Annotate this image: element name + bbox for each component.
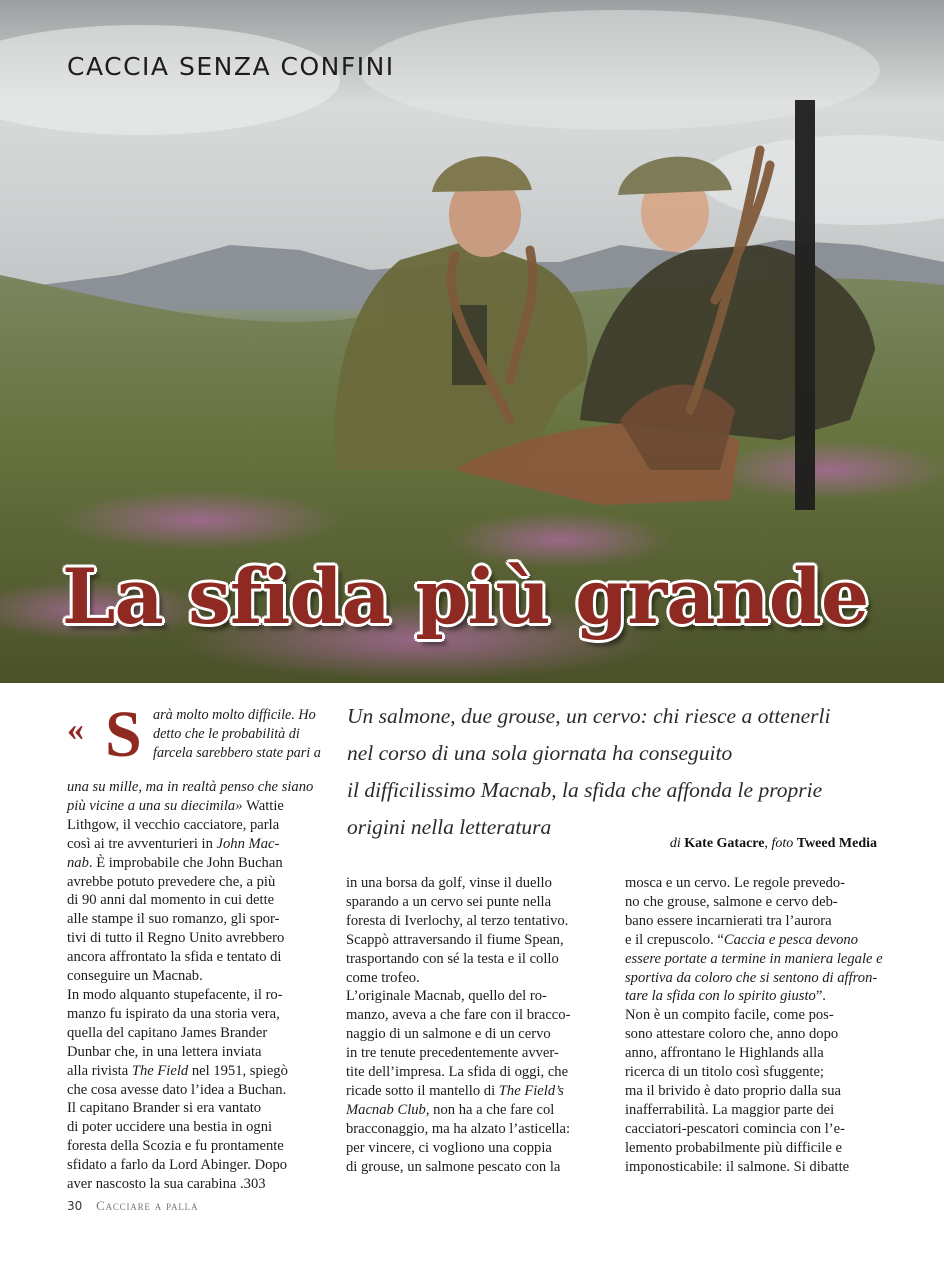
text-line <box>346 1158 608 1177</box>
text-line <box>67 778 329 797</box>
text-line <box>625 874 887 893</box>
line-text: conseguire un Macnab. <box>67 968 203 985</box>
text-line <box>67 1043 329 1062</box>
column-3-lines <box>625 874 887 1177</box>
line-text: per vincere, ci vogliono una coppia <box>346 1139 552 1156</box>
text-line <box>346 874 608 893</box>
text-line <box>625 969 887 988</box>
text-line <box>346 1025 608 1044</box>
quote-lines <box>153 706 329 763</box>
byline: di Kate Gatacre, foto Tweed Media <box>669 836 877 851</box>
line-text: così ai tre avventurieri in <box>67 835 217 852</box>
drop-cap: S <box>105 698 142 771</box>
line-text: sportiva da coloro che si sentono di affron- <box>625 969 878 986</box>
text-line <box>625 1120 887 1139</box>
text-line <box>625 1044 887 1063</box>
line-text: avrebbe potuto prevedere che, a più <box>67 873 276 890</box>
line-text: ricade sotto il mantello di <box>346 1082 499 1099</box>
text-line <box>67 816 329 835</box>
text-line <box>625 1082 887 1101</box>
text-line <box>625 1158 887 1177</box>
text-line <box>625 931 887 950</box>
line-text: L’originale Macnab, quello del ro- <box>346 988 547 1005</box>
text-line <box>346 1044 608 1063</box>
standfirst-line: nel corso di una sola giornata ha conseguito <box>347 741 733 765</box>
text-line <box>67 1118 329 1137</box>
line-text: no che grouse, salmone e cervo deb- <box>625 893 838 910</box>
line-text: in tre tenute precedentemente avver- <box>346 1045 559 1062</box>
line-text: in una borsa da golf, vinse il duello <box>346 875 552 891</box>
line-text: ma il brivido è dato proprio dalla sua <box>625 1082 842 1099</box>
text-line <box>625 987 887 1006</box>
text-line <box>67 929 329 948</box>
opening-quote <box>67 698 329 778</box>
byline-label: di <box>669 836 681 851</box>
text-line <box>625 893 887 912</box>
quote-line: detto che le probabilità di <box>153 726 300 742</box>
line-trailing-text: . È improbabile che John Buchan <box>88 854 283 871</box>
line-text: e il crepuscolo. “ <box>625 931 724 948</box>
line-text: di grouse, un salmone pescato con la <box>346 1158 561 1175</box>
line-text: una su mille, ma in realtà penso che siano <box>67 779 314 795</box>
text-line <box>625 912 887 931</box>
line-text: manzo fu ispirato da una storia vera, <box>67 1005 280 1022</box>
photographer-name: Tweed Media <box>796 836 877 851</box>
line-text: anno, affrontano le Highlands alla <box>625 1045 824 1062</box>
line-text: come trofeo. <box>346 969 420 986</box>
text-line <box>67 967 329 986</box>
text-line <box>67 1081 329 1100</box>
standfirst-line: Un salmone, due grouse, un cervo: chi riesce a ottenerli <box>347 704 831 728</box>
text-line <box>625 1101 887 1120</box>
text-line <box>67 986 329 1005</box>
article-headline: La sfida più grande <box>62 552 869 641</box>
column-1-lines <box>67 778 329 1194</box>
column-2-lines <box>346 874 608 1177</box>
line-text: inafferrabilità. La maggior parte dei <box>625 1101 835 1118</box>
text-line <box>67 797 329 816</box>
body-column-3 <box>625 874 887 1177</box>
text-line <box>67 1099 329 1118</box>
line-text: lemento probabilmente più difficile e <box>625 1139 842 1156</box>
text-line <box>346 1139 608 1158</box>
line-text: Dunbar che, in una lettera inviata <box>67 1043 262 1060</box>
text-line <box>346 987 608 1006</box>
line-text: imponosticabile: il salmone. Si dibatte <box>625 1158 850 1175</box>
text-line <box>346 1082 608 1101</box>
text-line <box>67 891 329 910</box>
line-trailing-text: , non ha a che fare col <box>425 1101 555 1118</box>
text-line <box>346 1101 608 1120</box>
text-line <box>625 950 887 969</box>
text-line <box>67 1005 329 1024</box>
body-column-2 <box>346 874 608 1177</box>
standfirst-line: il difficilissimo Macnab, la sfida che affonda le proprie <box>347 778 823 802</box>
body-column-1 <box>67 698 329 1194</box>
line-text: alla rivista <box>67 1062 132 1079</box>
line-italic-text: The Field <box>131 1062 189 1079</box>
text-line <box>67 854 329 873</box>
section-kicker: CACCIA SENZA CONFINI <box>67 52 395 81</box>
line-text: Non è un compito facile, come pos- <box>625 1007 834 1024</box>
text-line <box>625 1139 887 1158</box>
line-text: più vicine a una su diecimila» <box>67 797 247 814</box>
line-italic-text: nab <box>67 854 89 871</box>
quote-line: arà molto molto difficile. Ho <box>153 707 316 723</box>
line-italic-text: John Mac- <box>216 835 280 852</box>
text-line <box>67 1024 329 1043</box>
line-text: Scappò attraversando il fiume Spean, <box>346 931 564 948</box>
line-text: che cosa avesse dato l’idea a Buchan. <box>67 1081 287 1098</box>
text-line <box>346 931 608 950</box>
line-text: mosca e un cervo. Le regole prevedo- <box>625 875 846 891</box>
line-text: foresta della Scozia e fu prontamente <box>67 1138 284 1155</box>
line-text: ancora affrontato la sfida e tentato di <box>67 949 282 966</box>
line-trailing-text: ”. <box>815 988 826 1005</box>
text-line <box>625 1025 887 1044</box>
line-text: trasportando con sé la testa e il collo <box>346 950 559 967</box>
line-text: tivi di tutto il Regno Unito avrebbero <box>67 930 285 947</box>
text-line <box>67 835 329 854</box>
line-text: manzo, aveva a che fare con il bracco- <box>346 1007 571 1024</box>
line-trailing-text: Wattie <box>246 797 284 814</box>
text-line <box>67 1062 329 1081</box>
line-text: sfidato a farlo da Lord Abinger. Dopo <box>67 1157 288 1174</box>
text-line <box>625 1063 887 1082</box>
line-text: alle stampe il suo romanzo, gli spor- <box>67 911 280 928</box>
line-text: aver nascosto la sua carabina .303 <box>67 1176 266 1193</box>
text-line <box>346 950 608 969</box>
line-text: naggio di un salmone e di un cervo <box>346 1026 551 1043</box>
text-line <box>346 1120 608 1139</box>
line-text: Il capitano Brander si era vantato <box>67 1100 262 1117</box>
text-line <box>346 969 608 988</box>
text-line <box>67 1156 329 1175</box>
page-number: 30 <box>67 1199 83 1213</box>
line-text: tite dell’impresa. La sfida di oggi, che <box>346 1064 569 1081</box>
line-text: cacciatori-pescatori comincia con l’e- <box>625 1120 845 1137</box>
line-text: In modo alquanto stupefacente, il ro- <box>67 986 283 1003</box>
line-text: di 90 anni dal momento in cui dette <box>67 892 275 909</box>
quote-line: farcela sarebbero state pari a <box>153 745 321 761</box>
text-line <box>346 1063 608 1082</box>
line-italic-text: Caccia e pesca devono <box>723 931 859 948</box>
text-line <box>67 1175 329 1194</box>
line-italic-text: Macnab Club <box>346 1101 426 1118</box>
quote-mark: « <box>67 711 84 748</box>
line-text: ricerca di un titolo così sfuggente; <box>625 1064 824 1081</box>
text-line <box>625 1006 887 1025</box>
text-line <box>346 1006 608 1025</box>
text-line <box>346 893 608 912</box>
text-line <box>67 910 329 929</box>
line-text: sono attestare coloro che, anno dopo <box>625 1026 839 1043</box>
author-name: Kate Gatacre <box>684 836 765 851</box>
line-text: Lithgow, il vecchio cacciatore, parla <box>67 816 280 833</box>
text-line <box>67 1137 329 1156</box>
line-text: essere portate a termine in maniera legale e <box>625 950 883 967</box>
line-text: di poter uccidere una bestia in ogni <box>67 1119 273 1136</box>
page-footer <box>67 1198 198 1214</box>
line-text: foresta di Iverlochy, al terzo tentativo. <box>346 912 569 929</box>
text-line <box>67 948 329 967</box>
standfirst <box>347 698 887 846</box>
line-text: bracconaggio, ma ha alzato l’asticella: <box>346 1120 571 1137</box>
line-text: bano essere incarnierati tra l’aurora <box>625 912 832 929</box>
photo-label: foto <box>771 836 794 851</box>
line-text: sparando a un cervo sei punte nella <box>346 893 552 910</box>
text-line <box>346 912 608 931</box>
line-text: tare la sfida con lo spirito giusto <box>625 988 816 1005</box>
line-italic-text: The Field’s <box>498 1082 564 1099</box>
line-text: quella del capitano James Brander <box>67 1024 268 1041</box>
magazine-name: Cacciare a palla <box>96 1198 199 1213</box>
standfirst-line: origini nella letteratura <box>347 815 552 839</box>
text-line <box>67 873 329 892</box>
line-trailing-text: nel 1951, spiegò <box>188 1062 288 1079</box>
